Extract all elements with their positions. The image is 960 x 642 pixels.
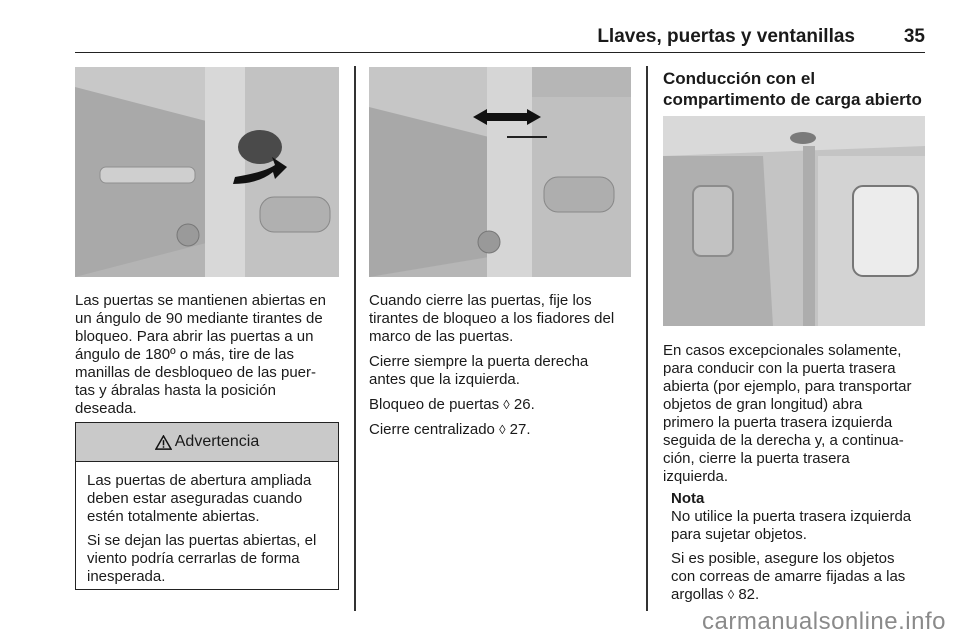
column1-paragraph — [75, 292, 326, 418]
note-block — [671, 490, 911, 610]
reference-arrow-icon: ◊ — [503, 397, 510, 412]
cross-reference-central-locking[interactable] — [369, 421, 614, 439]
page-number: 35 — [903, 26, 925, 47]
page-header — [75, 26, 925, 53]
column-divider — [354, 66, 356, 611]
text-line: ción, cierre la puerta trasera — [663, 450, 850, 467]
text-line: objetos de gran longitud) abra — [663, 396, 863, 413]
section-heading — [663, 68, 922, 110]
text-line: un ángulo de 90 mediante tirantes de — [75, 310, 323, 327]
text-line: tas y ábralas hasta la posición — [75, 382, 276, 399]
text-line: tirantes de bloqueo a los fiadores del — [369, 310, 615, 327]
text-line: seguida de la derecha y, a continua‐ — [663, 432, 904, 449]
text-line: marco de las puertas. — [369, 328, 514, 345]
column3-paragraph — [663, 342, 911, 486]
text-line: En casos excepcionales solamente, — [663, 342, 902, 359]
text-line: primero la puerta trasera izquierda — [663, 414, 893, 431]
ref-label: Bloqueo de puertas — [369, 396, 500, 413]
text-line: ángulo de 180º o más, tire de las — [75, 346, 294, 363]
text-line: antes que la izquierda. — [369, 371, 520, 388]
section-title: Llaves, puertas y ventanillas — [597, 26, 855, 47]
text-line: Cuando cierre las puertas, fije los — [369, 292, 592, 309]
text-line: viento podría cerrarlas de forma — [87, 550, 300, 567]
text-line: Las puertas de abertura ampliada — [87, 472, 312, 489]
text-line: Las puertas se mantienen abiertas en — [75, 292, 326, 309]
text-line: izquierda. — [663, 468, 729, 485]
door-strap-catch-photo — [369, 67, 631, 277]
ref-label: argollas — [671, 586, 724, 603]
paragraph — [369, 292, 614, 346]
ref-page: 26. — [513, 396, 535, 413]
ref-page: 82. — [738, 586, 760, 603]
paragraph — [369, 353, 614, 389]
text-line: deben estar aseguradas cuando — [87, 490, 303, 507]
text-line: deseada. — [75, 400, 137, 417]
heading-line: compartimento de carga abierto — [663, 90, 922, 109]
warning-box — [75, 422, 339, 590]
cross-reference-door-locking[interactable] — [369, 396, 614, 414]
text-line: No utilice la puerta trasera izquierda — [671, 508, 912, 525]
text-line: Si es posible, asegure los objetos — [671, 550, 895, 567]
text-line: abierta (por ejemplo, para transportar — [663, 378, 912, 395]
text-line: manillas de desbloqueo de las puer‐ — [75, 364, 316, 381]
ref-page: 27. — [509, 421, 531, 438]
note-paragraph — [671, 550, 911, 604]
cargo-compartment-photo — [663, 116, 925, 326]
warning-paragraph — [87, 472, 328, 526]
note-paragraph — [671, 508, 911, 544]
text-line: con correas de amarre fijadas a las — [671, 568, 906, 585]
column2-text — [369, 292, 614, 446]
warning-body — [76, 462, 338, 586]
warning-header — [76, 423, 338, 462]
column-divider — [646, 66, 648, 611]
text-line: para conducir con la puerta trasera — [663, 360, 896, 377]
text-line: inesperada. — [87, 568, 166, 585]
text-line: Si se dejan las puertas abiertas, el — [87, 532, 317, 549]
note-title: Nota — [671, 490, 705, 507]
warning-title: Advertencia — [174, 433, 260, 450]
cross-reference-tie-down-eyes[interactable] — [671, 586, 911, 604]
warning-triangle-icon — [155, 435, 172, 450]
text-line: estén totalmente abiertas. — [87, 508, 260, 525]
ref-label: Cierre centralizado — [369, 421, 495, 438]
text-line: Cierre siempre la puerta derecha — [369, 353, 589, 370]
reference-arrow-icon: ◊ — [499, 422, 506, 437]
watermark: carmanualsonline.info — [702, 608, 946, 635]
text-line: bloqueo. Para abrir las puertas a un — [75, 328, 314, 345]
heading-line: Conducción con el — [663, 69, 816, 88]
text-line: para sujetar objetos. — [671, 526, 807, 543]
warning-paragraph — [87, 532, 328, 586]
door-lock-strap-photo — [75, 67, 339, 277]
reference-arrow-icon: ◊ — [727, 587, 735, 602]
